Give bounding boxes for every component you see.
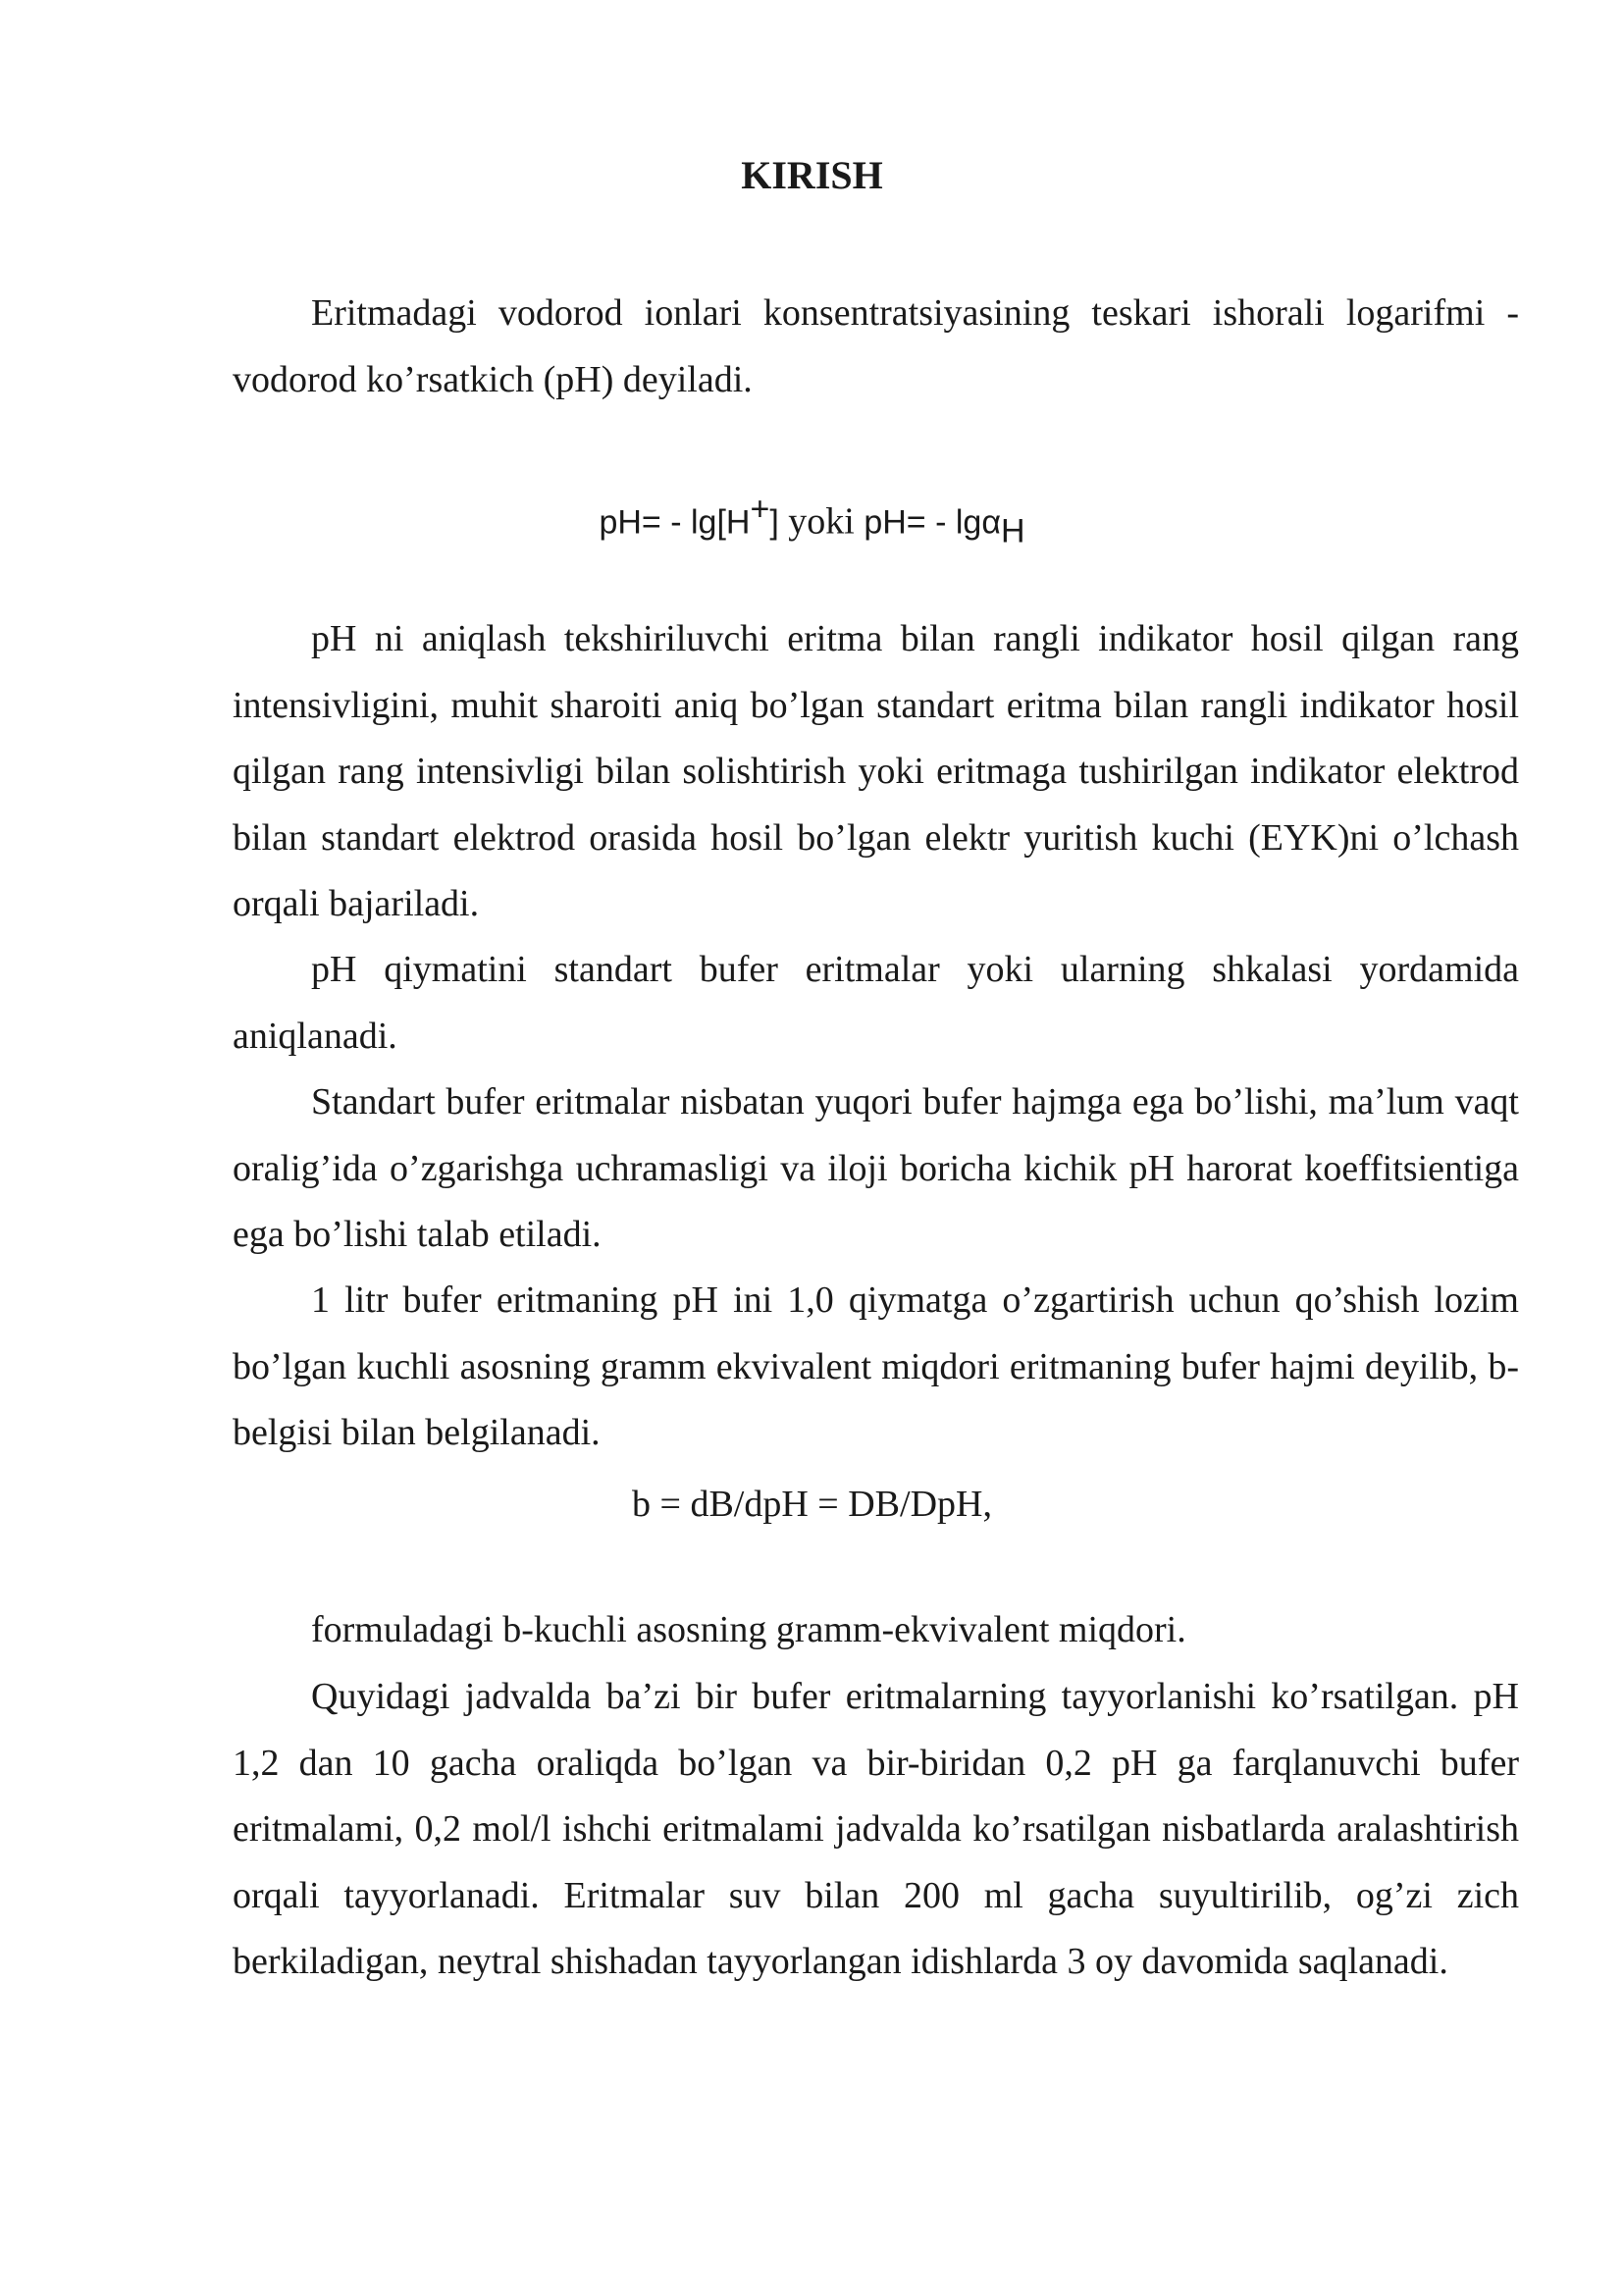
formula-ph-part2: pH= - lgα bbox=[864, 503, 1001, 542]
paragraph-buffer-preparation: Quyidagi jadvalda ba’zi bir bufer eritmalarning tayyorlanishi ko’rsatilgan. pH 1,2 dan 10 gacha oraliqda bo’lgan va bir-biridan 0,2 pH ga farqlanuvchi bufer eritmalami, 0,2 mol/l ishchi eritmalami jadvalda ko’rsatilgan nisbatlarda aralashtirish orqali tayyorlanadi. Eritmalar suv bilan 200 ml gacha suyultirilib, og’zi zich berkiladigan, neytral shishadan tayyorlangan idishlarda 3 oy davomida saqlanadi. bbox=[233, 1676, 1519, 1982]
paragraph-ph-standard: pH qiymatini standart bufer eritmalar yoki ularning shkalasi yordamida aniqlanadi. bbox=[233, 949, 1519, 1057]
formula-ph-sub: H bbox=[1000, 512, 1025, 550]
paragraph-buffer-requirements: Standart bufer eritmalar nisbatan yuqori bufer hajmga ega bo’lishi, ma’lum vaqt oralig’ida o’zgarishga uchramasligi va iloji boricha kichik pH harorat koeffitsientiga ega bo’lishi talab etiladi. bbox=[233, 1081, 1519, 1255]
page-title: KIRISH bbox=[741, 153, 883, 197]
formula-ph bbox=[0, 485, 1624, 555]
paragraph-formula-explanation: formuladagi b-kuchli asosning gramm-ekvivalent miqdori. bbox=[311, 1609, 1186, 1650]
paragraph-ph-measurement: pH ni aniqlash tekshiriluvchi eritma bilan rangli indikator hosil qilgan rang intensivligini, muhit sharoiti aniq bo’lgan standart eritma bilan rangli indikator hosil qilgan rang intensivligi bilan solishtirish yoki eritmaga tushirilgan indikator elektrod bilan standart elektrod orasida hosil bo’lgan elektr yuritish kuchi (EYK)ni o’lchash orqali bajariladi. bbox=[233, 618, 1519, 924]
formula-ph-conjunction: yoki bbox=[778, 500, 864, 543]
paragraph-buffer-capacity: 1 litr bufer eritmaning pH ini 1,0 qiymatga o’zgartirish uchun qo’shish lozim bo’lgan kuchli asosning gramm ekvivalent miqdori eritmaning bufer hajmi deyilib, b-belgisi bilan belgilanadi. bbox=[233, 1279, 1519, 1453]
formula-buffer-capacity: b = dB/dpH = DB/DpH, bbox=[632, 1484, 992, 1525]
formula-ph-bracket: ] bbox=[769, 503, 779, 542]
formula-ph-part1: pH= - lg[H bbox=[599, 503, 751, 542]
paragraph-ph-definition: Eritmadagi vodorod ionlari konsentratsiyasining teskari ishorali logarifmi - vodorod ko’rsatkich (pH) deyiladi. bbox=[233, 292, 1519, 400]
formula-ph-sup: + bbox=[750, 491, 770, 528]
